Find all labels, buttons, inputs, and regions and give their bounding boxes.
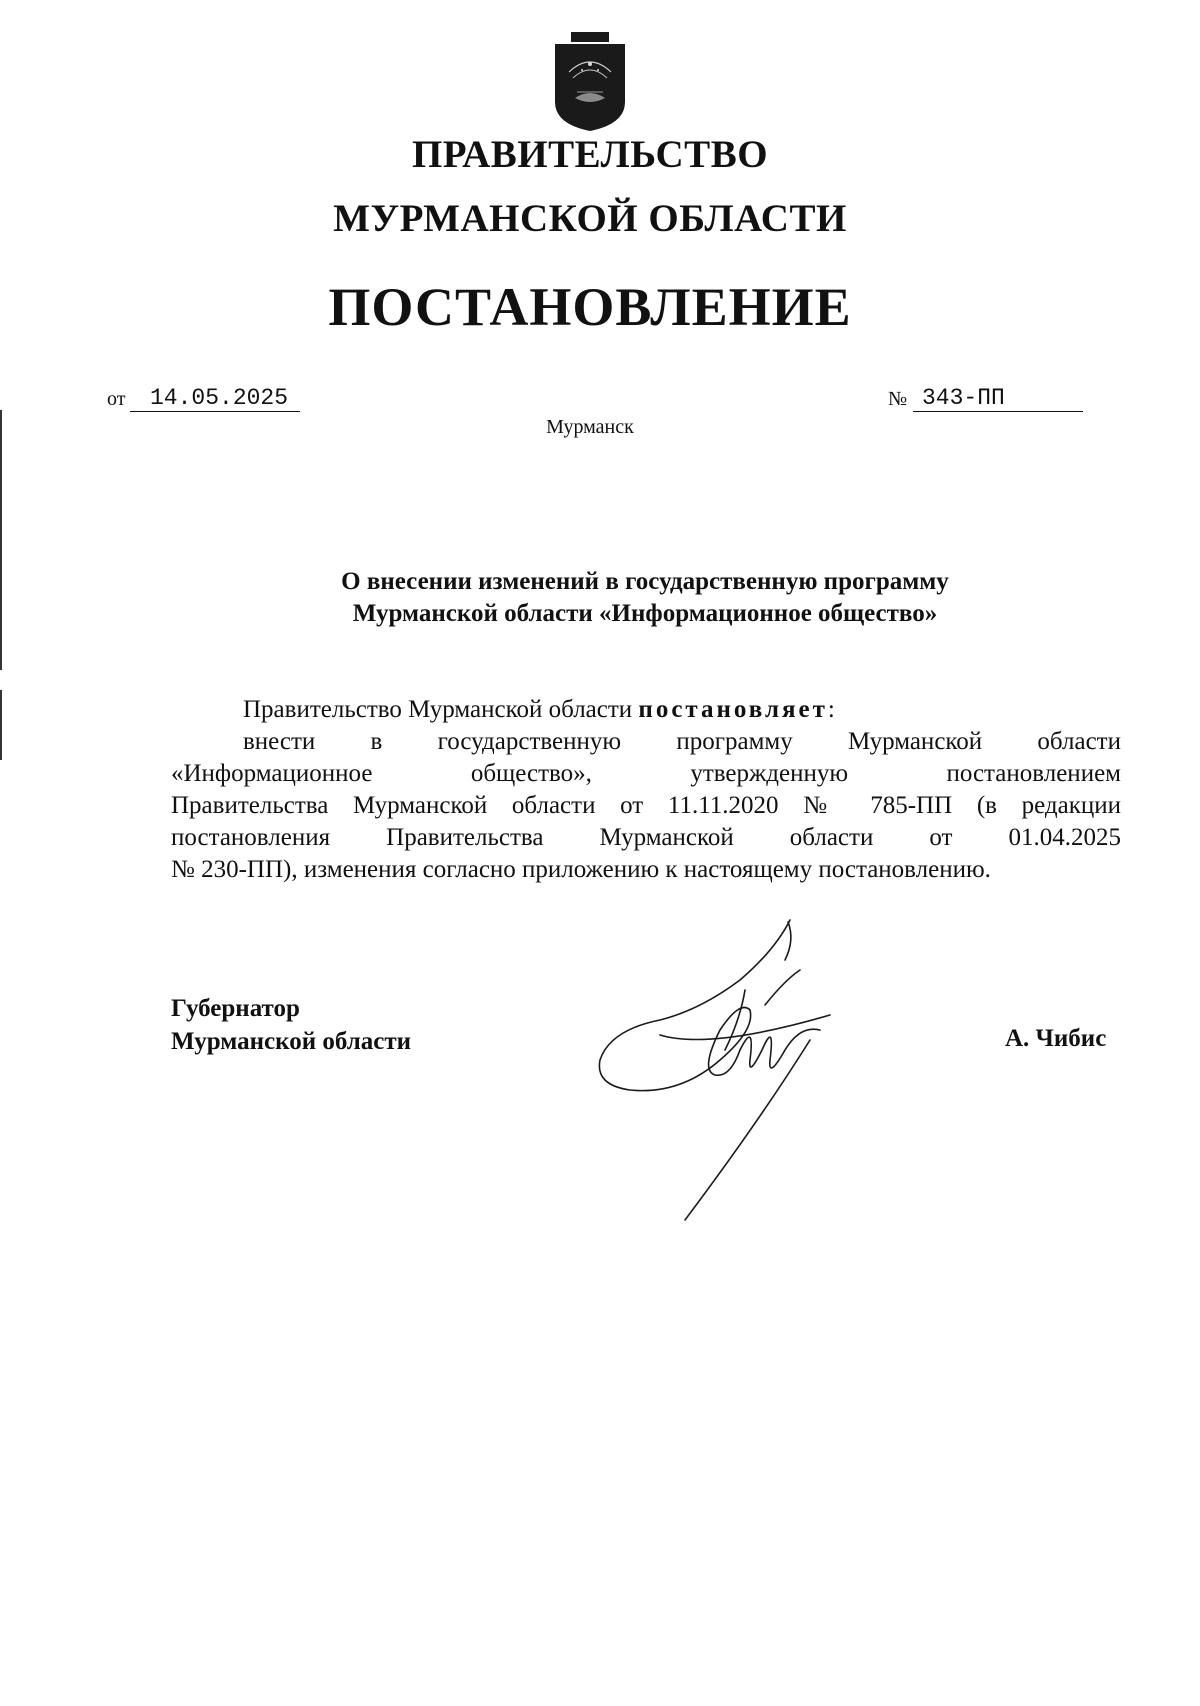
body-line-5: № 230-ПП), изменения согласно приложению к настоящему постановлению. xyxy=(171,856,991,883)
government-title-line2: МУРМАНСКОЙ ОБЛАСТИ xyxy=(333,197,847,240)
preamble-line xyxy=(171,694,1121,726)
signer-position-line1: Губернатор xyxy=(171,995,300,1022)
date-underline xyxy=(130,411,300,412)
subject-line2: Мурманской области «Информационное общество» xyxy=(352,600,938,627)
number-underline xyxy=(913,411,1083,412)
scan-edge-mark xyxy=(0,410,2,670)
resolution-body xyxy=(171,694,1121,886)
preamble-suffix: : xyxy=(827,696,835,723)
signer-name: А. Чибис xyxy=(1005,1025,1107,1052)
body-line-4: постановления Правительства Мурманской области от 01.04.2025 xyxy=(171,824,1121,851)
number-value: 343-ПП xyxy=(922,385,1005,411)
number-label: № xyxy=(888,388,908,410)
date-value: 14.05.2025 xyxy=(150,385,289,411)
scan-edge-mark xyxy=(0,690,2,760)
body-line-3: Правительства Мурманской области от 11.11.2020 № 785-ПП (в редакции xyxy=(171,792,1121,819)
subject-line1: О внесении изменений в государственную программу xyxy=(341,568,949,595)
signer-position xyxy=(171,992,411,1058)
preamble-prefix: Правительство Мурманской области xyxy=(243,696,633,723)
government-title-line1: ПРАВИТЕЛЬСТВО xyxy=(411,133,769,176)
city-name: Мурманск xyxy=(546,416,634,438)
coat-of-arms-icon xyxy=(551,32,629,132)
body-line-1: внести в государственную программу Мурманской области xyxy=(243,728,1121,755)
handwritten-signature xyxy=(590,910,850,1230)
signer-position-line2: Мурманской области xyxy=(171,1028,412,1055)
document-type-title: ПОСТАНОВЛЕНИЕ xyxy=(328,277,852,337)
preamble-keyword: постановляет xyxy=(638,696,828,723)
date-label: от xyxy=(107,388,126,410)
body-line-2: «Информационное общество», утвержденную постановлением xyxy=(171,760,1121,787)
